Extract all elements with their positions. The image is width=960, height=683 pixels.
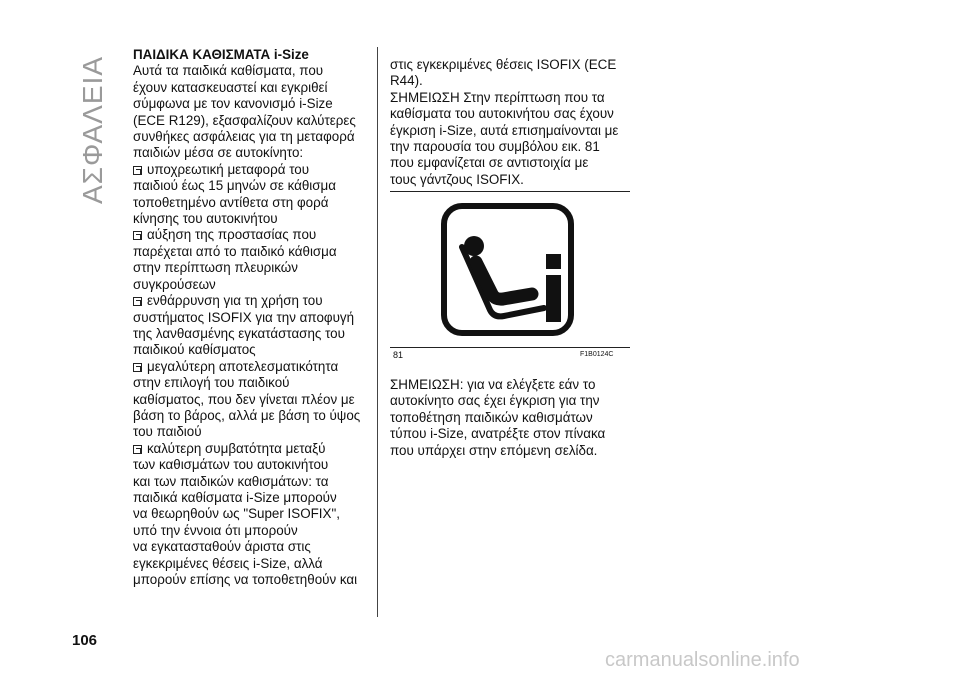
section-heading: ΠΑΙΔΙΚΑ ΚΑΘΙΣΜΑΤΑ i-Size: [133, 47, 309, 62]
bullet-arrow-icon: [133, 166, 142, 175]
right-column-bottom: [390, 377, 630, 459]
bullet-arrow-icon: [133, 445, 142, 454]
figure-bottom-rule: [390, 347, 630, 348]
bullet-arrow-icon: [133, 231, 142, 240]
left-column: [133, 47, 365, 588]
bullet-item: ενθάρρυνση για τη χρήση του συστήματος ISOFIX για την αποφυγή της λανθασμένης εγκατάστασης του παιδικού καθίσματος: [133, 293, 355, 358]
bullet-item: αύξηση της προστασίας που παρέχεται από το παιδικό κάθισμα στην περίπτωση πλευρικών συγκρούσεων: [133, 227, 337, 292]
bullet-item: υποχρεωτική μεταφορά του παιδιού έως 15 μηνών σε κάθισμα τοποθετημένο αντίθετα στη φορά κίνησης του αυτοκινήτου: [133, 161, 336, 227]
figure-code: F1B0124C: [580, 351, 614, 358]
intro-paragraph: Αυτά τα παιδικά καθίσματα, που έχουν κατασκευαστεί και εγκριθεί σύμφωνα με τον κανονισμό i-Size (ECE R129), εξασφαλίζουν καλύτερες συνθήκες ασφάλειας για τη μεταφορά παιδιών μέσα σε αυτοκίνητο:: [133, 63, 356, 161]
bullet-item: μεγαλύτερη αποτελεσματικότητα στην επιλογή του παιδικού καθίσματος, που δεν γίνεται πλέον με βάση το βάρος, αλλά με βάση το ύψος του παιδιού: [133, 358, 361, 440]
watermark: carmanualsonline.info: [605, 649, 800, 671]
right-column-top: [390, 57, 630, 188]
note-paragraph: ΣΗΜΕΙΩΣΗ: για να ελέγξετε εάν το αυτοκίνητο σας έχει έγκριση για την τοποθέτηση παιδικών καθισμάτων τύπου i-Size, ανατρέξτε στον πίνακα που υπάρχει στην επόμενη σελίδα.: [390, 377, 606, 458]
column-divider: [377, 47, 378, 617]
bullet-arrow-icon: [133, 363, 142, 372]
section-tab: ΑΣΦΑΛΕΙΑ: [77, 55, 108, 205]
page-number: 106: [72, 632, 98, 649]
bullet-arrow-icon: [133, 297, 142, 306]
figure-top-rule: [390, 191, 630, 192]
figure-number: 81: [393, 350, 404, 360]
continuation-paragraph: στις εγκεκριμένες θέσεις ISOFIX (ECE R44).: [390, 57, 617, 89]
bullet-item: καλύτερη συμβατότητα μεταξύ των καθισμάτων του αυτοκινήτου και των παιδικών καθισμάτων: τα παιδικά καθίσματα i-Size μπορούν να θεωρηθούν ως "Super ISOFIX", υπό την έννοια ότι μπορούν να εγκατασταθούν άριστα στις εγκεκριμένες θέσεις i-Size, αλλά μπορούν επίσης να τοποθετηθούν και: [133, 440, 358, 587]
note-paragraph: ΣΗΜΕΙΩΣΗ Στην περίπτωση που τα καθίσματα του αυτοκινήτου σας έχουν έγκριση i-Size, αυτά επισημαίνονται με την παρουσία του συμβόλου εικ. 81 που εμφανίζεται σε αντιστοιχία με τους γάντζους ISOFIX.: [390, 89, 619, 187]
child-seat-i-size-icon: [440, 202, 575, 337]
